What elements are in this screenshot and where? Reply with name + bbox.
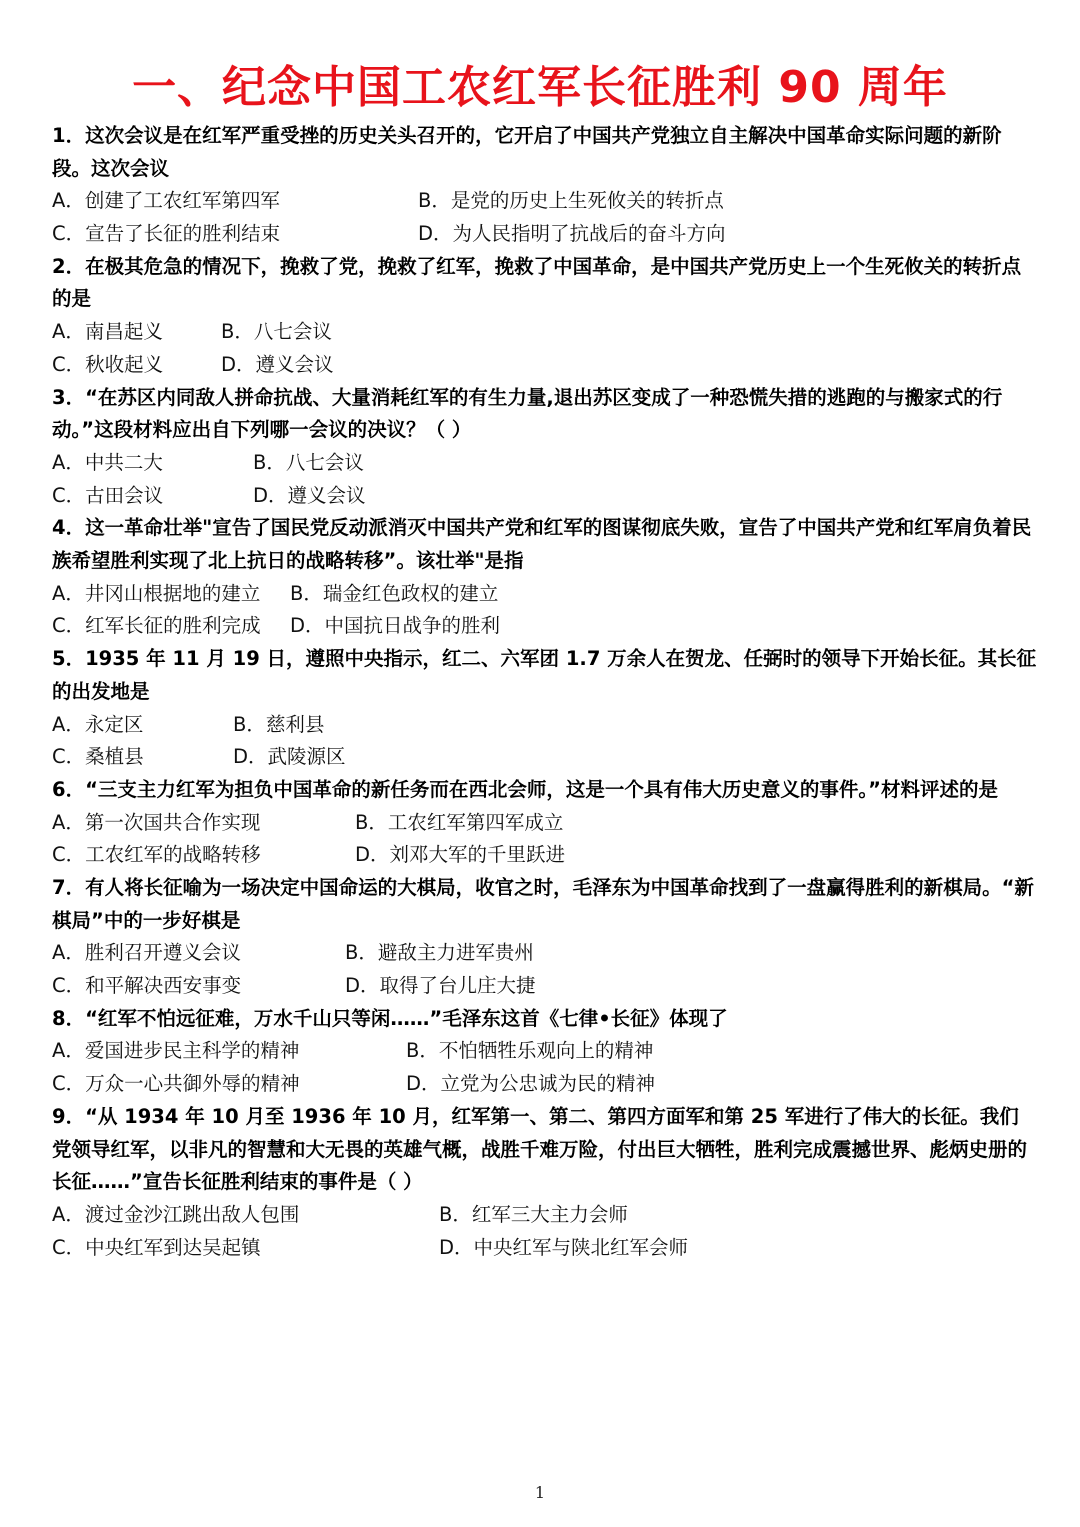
- question-stem: 6．“三支主力红军为担负中国革命的新任务而在西北会师，这是一个具有伟大历史意义的事件。”材料评述的是: [52, 777, 998, 801]
- option-row: [52, 578, 1037, 611]
- option-d[interactable]: D．武陵源区: [233, 745, 346, 769]
- option-a[interactable]: A．中共二大: [52, 450, 163, 474]
- option-c[interactable]: C．古田会议: [52, 483, 164, 507]
- question-3: [52, 382, 1037, 513]
- option-d[interactable]: D．遵义会议: [253, 483, 366, 507]
- option-a[interactable]: A．南昌起义: [52, 320, 163, 344]
- option-a[interactable]: A．井冈山根据地的建立: [52, 581, 261, 605]
- option-row: [52, 970, 1037, 1003]
- option-b[interactable]: B．慈利县: [233, 712, 325, 736]
- question-stem: 4．这一革命壮举"宣告了国民党反动派消灭中国共产党和红军的图谋彻底失败，宣告了中国共产党和红军肩负着民族希望胜利实现了北上抗日的战略转移”。该壮举"是指: [52, 516, 1032, 573]
- question-5: [52, 643, 1037, 774]
- option-a[interactable]: A．创建了工农红军第四军: [52, 189, 280, 213]
- question-1: [52, 120, 1037, 251]
- option-a[interactable]: A．渡过金沙江跳出敌人包围: [52, 1202, 300, 1226]
- option-c[interactable]: C．万众一心共御外辱的精神: [52, 1072, 300, 1096]
- option-row: [52, 1068, 1037, 1101]
- option-a[interactable]: A．爱国进步民主科学的精神: [52, 1039, 300, 1063]
- option-row: [52, 610, 1037, 643]
- option-c[interactable]: C．秋收起义: [52, 352, 164, 376]
- option-row: [52, 349, 1037, 382]
- option-row: [52, 709, 1037, 742]
- option-b[interactable]: B．避敌主力进军贵州: [345, 941, 534, 965]
- option-a[interactable]: A．永定区: [52, 712, 144, 736]
- option-d[interactable]: D．遵义会议: [221, 352, 334, 376]
- option-a[interactable]: A．胜利召开遵义会议: [52, 941, 241, 965]
- page-number: 1: [534, 1483, 546, 1502]
- question-8: [52, 1003, 1037, 1101]
- question-7: [52, 872, 1037, 1003]
- question-stem: 8．“红军不怕远征难，万水千山只等闲……”毛泽东这首《七律•长征》体现了: [52, 1006, 728, 1030]
- question-stem: 1．这次会议是在红军严重受挫的历史关头召开的，它开启了中国共产党独立自主解决中国革命实际问题的新阶段。这次会议: [52, 124, 1002, 180]
- question-stem: 9．“从 1934 年 10 月至 1936 年 10 月，红军第一、第二、第四方面军和第 25 军进行了伟大的长征。我们党领导红军，以非凡的智慧和大无畏的英雄气概，战胜千难万险，付出巨大牺牲，胜利完成震撼世界、彪炳史册的长征……”宣告长征胜利结束的事件是（ ）: [52, 1104, 1028, 1194]
- option-c[interactable]: C．和平解决西安事变: [52, 974, 242, 998]
- option-b[interactable]: B．瑞金红色政权的建立: [290, 581, 499, 605]
- option-b[interactable]: B．八七会议: [221, 320, 332, 344]
- option-row: [52, 316, 1037, 349]
- option-d[interactable]: D．为人民指明了抗战后的奋斗方向: [418, 222, 726, 246]
- option-b[interactable]: B．八七会议: [253, 450, 364, 474]
- question-stem: 5．1935 年 11 月 19 日，遵照中央指示，红二、六军团 1.7 万余人在贺龙、任弼时的领导下开始长征。其长征的出发地是: [52, 647, 1037, 703]
- question-stem: 3．“在苏区内同敌人拼命抗战、大量消耗红军的有生力量,退出苏区变成了一种恐慌失措的逃跑的与搬家式的行动。”这段材料应出自下列哪一会议的决议？（ ）: [52, 385, 1003, 442]
- option-b[interactable]: B．是党的历史上生死攸关的转折点: [418, 189, 724, 213]
- option-row: [52, 839, 1037, 872]
- option-c[interactable]: C．桑植县: [52, 745, 144, 769]
- option-d[interactable]: D．中央红军与陕北红军会师: [439, 1235, 689, 1259]
- option-row: [52, 937, 1037, 970]
- option-b[interactable]: B．工农红军第四军成立: [355, 810, 564, 834]
- option-d[interactable]: D．取得了台儿庄大捷: [345, 974, 536, 998]
- question-list: [52, 120, 1037, 1264]
- option-row: [52, 1035, 1037, 1068]
- option-row: [52, 218, 1037, 251]
- option-c[interactable]: C．宣告了长征的胜利结束: [52, 222, 281, 246]
- option-row: [52, 480, 1037, 513]
- option-a[interactable]: A．第一次国共合作实现: [52, 810, 261, 834]
- question-stem: 7．有人将长征喻为一场决定中国命运的大棋局，收官之时，毛泽东为中国革命找到了一盘赢得胜利的新棋局。“新棋局”中的一步好棋是: [52, 875, 1034, 932]
- question-stem: 2．在极其危急的情况下，挽救了党，挽救了红军，挽救了中国革命，是中国共产党历史上一个生死攸关的转折点的是: [52, 254, 1022, 311]
- option-d[interactable]: D．刘邓大军的千里跃进: [355, 843, 566, 867]
- option-row: [52, 447, 1037, 480]
- option-b[interactable]: B．红军三大主力会师: [439, 1202, 628, 1226]
- option-b[interactable]: B．不怕牺牲乐观向上的精神: [406, 1039, 654, 1063]
- option-row: [52, 807, 1037, 840]
- question-2: [52, 251, 1037, 382]
- question-4: [52, 512, 1037, 643]
- question-6: [52, 774, 1037, 872]
- option-c[interactable]: C．工农红军的战略转移: [52, 843, 261, 867]
- option-d[interactable]: D．立党为公忠诚为民的精神: [406, 1072, 656, 1096]
- option-row: [52, 1199, 1037, 1232]
- option-c[interactable]: C．中央红军到达吴起镇: [52, 1235, 261, 1259]
- option-row: [52, 185, 1037, 218]
- option-row: [52, 1232, 1037, 1265]
- option-c[interactable]: C．红军长征的胜利完成: [52, 614, 261, 638]
- page-title: 一、纪念中国工农红军长征胜利 90 周年: [132, 62, 948, 113]
- question-9: [52, 1101, 1037, 1264]
- option-row: [52, 741, 1037, 774]
- option-d[interactable]: D．中国抗日战争的胜利: [290, 614, 501, 638]
